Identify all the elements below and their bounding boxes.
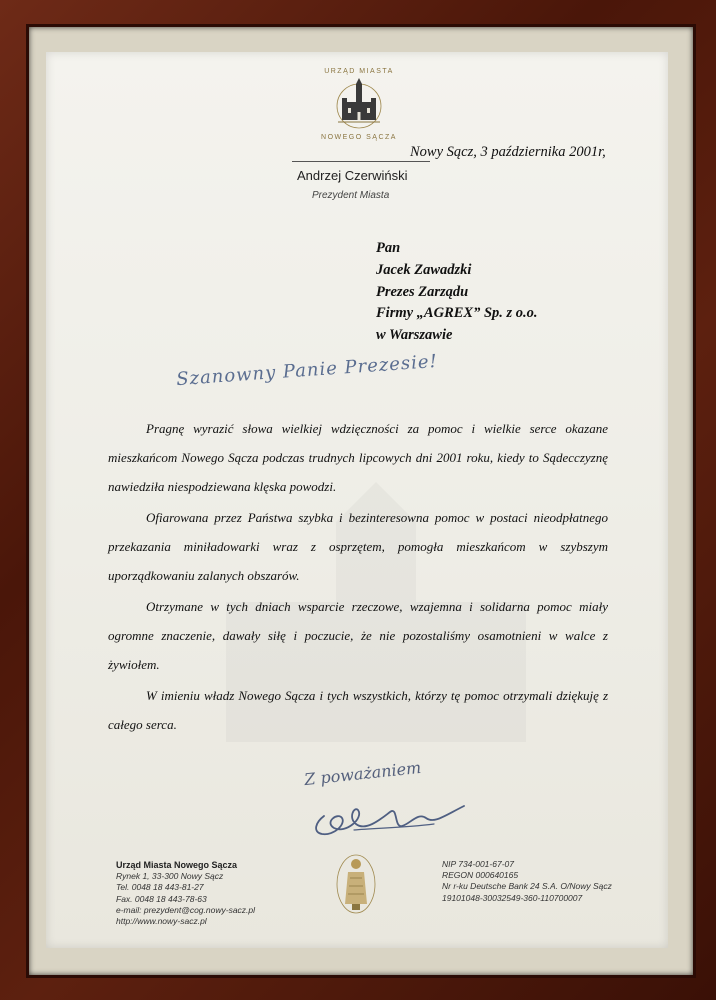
body-paragraph: Otrzymane w tych dniach wsparcie rzeczowe, wzajemna i solidarna pomoc miały ogromne znaczenie, dawały siłę i poczucie, że nie pozostaliśmy osamotnieni w walce z żywiołem. (108, 599, 608, 672)
saint-seal-icon (334, 852, 378, 916)
footer-line: e-mail: prezydent@cog.nowy-sacz.pl (116, 904, 256, 915)
footer-line: NIP 734-001-67-07 (442, 859, 514, 869)
footer-line: REGON 000640165 (442, 870, 519, 881)
body-paragraph: Ofiarowana przez Państwa szybka i bezinteresowna pomoc w postaci nieodpłatnego przekazania miniładowarki wraz z osprzętem, pomogła mieszkańcom w szybszym uporządkowaniu zalanych obszarów. (108, 510, 608, 583)
footer-office-name: Urząd Miasta Nowego Sącza (116, 860, 238, 870)
body-paragraph: W imieniu władz Nowego Sącza i tych wszystkich, którzy tę pomoc otrzymali dziękuję z całego serca. (108, 688, 608, 732)
footer-line: 19101048-30032549-360-110700007 (442, 892, 583, 903)
addressee-block (376, 238, 538, 347)
letter-paper (46, 52, 668, 948)
sender-name: Andrzej Czerwiński (297, 168, 408, 183)
letter-body (108, 414, 608, 741)
handwritten-salutation: Szanowny Panie Prezesie! (175, 350, 439, 391)
addressee-line: Prezes Zarządu (376, 283, 469, 300)
body-paragraph: Pragnę wyrazić słowa wielkiej wdzięczności za pomoc i wielkie serce okazane mieszkańcom Nowego Sącza podczas trudnych lipcowych dni 2001 roku, kiedy to Sądecczyznę nawiedziła niespodziewana klęska powodzi. (108, 421, 608, 494)
footer-bank-details (442, 859, 612, 904)
footer-line: Fax. 0048 18 443-78-63 (116, 893, 207, 904)
addressee-line: Jacek Zawadzki (376, 261, 472, 278)
crest-bottom-text: NOWEGO SĄCZA (321, 134, 397, 141)
footer-line: Nr r-ku Deutsche Bank 24 S.A. O/Nowy Sącz (442, 881, 612, 892)
city-hall-icon (336, 78, 382, 134)
handwritten-closing: Z poważaniem (303, 757, 423, 790)
footer-line: Tel. 0048 18 443-81-27 (116, 882, 204, 893)
crest-top-text: URZĄD MIASTA (324, 68, 394, 75)
letter-date: Nowy Sącz, 3 października 2001r, (410, 144, 606, 160)
addressee-line: w Warszawie (376, 327, 453, 344)
footer-line: Rynek 1, 33-300 Nowy Sącz (116, 871, 224, 882)
city-hall-crest (316, 66, 402, 146)
signature-icon (294, 788, 474, 848)
footer-line: http://www.nowy-sacz.pl (116, 916, 207, 927)
sender-title: Prezydent Miasta (312, 190, 390, 201)
addressee-line: Pan (376, 240, 401, 256)
footer-contact (116, 860, 255, 927)
date-rule (292, 161, 430, 162)
addressee-line: Firmy „AGREX” Sp. z o.o. (376, 305, 538, 322)
